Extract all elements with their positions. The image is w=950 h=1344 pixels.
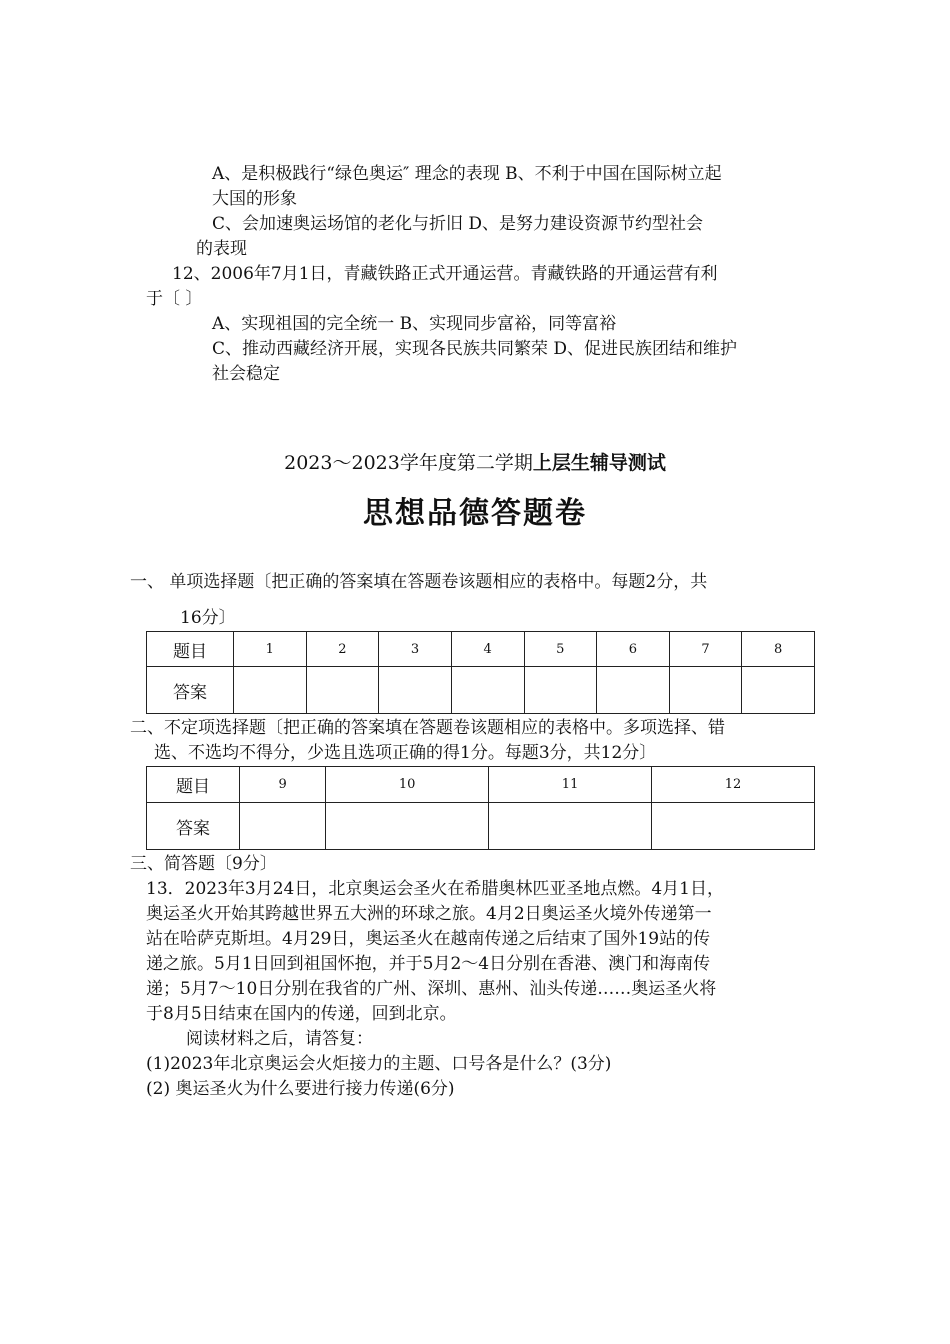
section1-answer-cell[interactable] [306, 667, 379, 714]
section2-question-number: 9 [240, 767, 326, 803]
section1-answer-cell[interactable] [742, 667, 815, 714]
section1-answer-cell[interactable] [669, 667, 742, 714]
section2-answer-cell[interactable] [326, 803, 489, 850]
material-line: 13．2023年3月24日，北京奥运会圣火在希腊奥林匹亚圣地点燃。4月1日， [146, 879, 724, 899]
section2-answer-label: 答案 [147, 803, 240, 850]
section2-question-label: 题目 [147, 767, 240, 803]
section1-question-label: 题目 [147, 632, 234, 667]
section1-question-number: 4 [451, 632, 524, 667]
section1-heading-line2: 16分〕 [180, 608, 236, 628]
section1-question-number: 2 [306, 632, 379, 667]
material-line: 奥运圣火开始其跨越世界五大洲的环球之旅。4月2日奥运圣火境外传递第一 [146, 904, 712, 924]
section1-heading-line1: 一、 单项选择题〔把正确的答案填在答题卷该题相应的表格中。每题2分，共 [130, 572, 708, 592]
answer-sheet-title: 思想品德答题卷 [363, 496, 587, 531]
question-2: (2) 奥运圣火为什么要进行接力传递(6分) [146, 1079, 455, 1099]
material-line: 站在哈萨克斯坦。4月29日，奥运圣火在越南传递之后结束了国外19站的传 [146, 929, 711, 949]
exam-title-bold: 上层生辅导测试 [532, 452, 666, 474]
section1-question-number: 5 [524, 632, 597, 667]
section1-answer-cell[interactable] [451, 667, 524, 714]
q12-option-ab: A、实现祖国的完全统一 B、实现同步富裕，同等富裕 [212, 314, 617, 334]
exam-title [0, 450, 950, 476]
q12-option-cd-line2: 社会稳定 [212, 364, 280, 384]
section1-answer-cell[interactable] [379, 667, 452, 714]
section2-heading-line2: 选、不选均不得分，少选且选项正确的得1分。每题3分，共12分〕 [154, 743, 657, 763]
section1-question-number: 6 [597, 632, 670, 667]
q12-option-cd-line1: C、推动西藏经济开展，实现各民族共同繁荣 D、促进民族团结和维护 [212, 339, 738, 359]
section2-answer-cell[interactable] [489, 803, 652, 850]
section2-answer-table [146, 766, 815, 850]
section1-answer-table [146, 631, 815, 714]
material-line: 于8月5日结束在国内的传递，回到北京。 [146, 1004, 457, 1024]
section1-question-number: 1 [234, 632, 307, 667]
section1-answer-cell[interactable] [597, 667, 670, 714]
reading-prompt: 阅读材料之后，请答复： [186, 1029, 373, 1049]
section2-question-number: 10 [326, 767, 489, 803]
q12-stem-line2: 于〔 〕 [146, 289, 203, 309]
section1-answer-cell[interactable] [524, 667, 597, 714]
q11-option-ab-line2: 大国的形象 [212, 189, 297, 209]
section3-heading: 三、简答题〔9分〕 [130, 854, 277, 874]
section1-question-number: 8 [742, 632, 815, 667]
question-1: (1)2023年北京奥运会火炬接力的主题、口号各是什么？(3分) [146, 1054, 612, 1074]
q11-option-ab-line1: A、是积极践行“绿色奥运″ 理念的表现 B、不利于中国在国际树立起 [212, 164, 722, 184]
section1-answer-label: 答案 [147, 667, 234, 714]
section2-heading-line1: 二、不定项选择题〔把正确的答案填在答题卷该题相应的表格中。多项选择、错 [130, 718, 725, 738]
section1-question-number: 3 [379, 632, 452, 667]
material-line: 递；5月7～10日分别在我省的广州、深圳、惠州、汕头传递……奥运圣火将 [146, 979, 717, 999]
q12-stem-line1: 12、2006年7月1日，青藏铁路正式开通运营。青藏铁路的开通运营有利 [172, 264, 718, 284]
section1-answer-cell[interactable] [234, 667, 307, 714]
exam-title-prefix: 2023～2023学年度第二学期 [284, 452, 533, 474]
section2-question-number: 11 [489, 767, 652, 803]
q11-option-cd-line2: 的表现 [196, 239, 247, 259]
material-line: 递之旅。5月1日回到祖国怀抱，并于5月2～4日分别在香港、澳门和海南传 [146, 954, 711, 974]
section2-question-number: 12 [652, 767, 815, 803]
section1-question-number: 7 [669, 632, 742, 667]
section2-answer-cell[interactable] [652, 803, 815, 850]
q11-option-cd-line1: C、会加速奥运场馆的老化与折旧 D、是努力建设资源节约型社会 [212, 214, 704, 234]
section2-answer-cell[interactable] [240, 803, 326, 850]
